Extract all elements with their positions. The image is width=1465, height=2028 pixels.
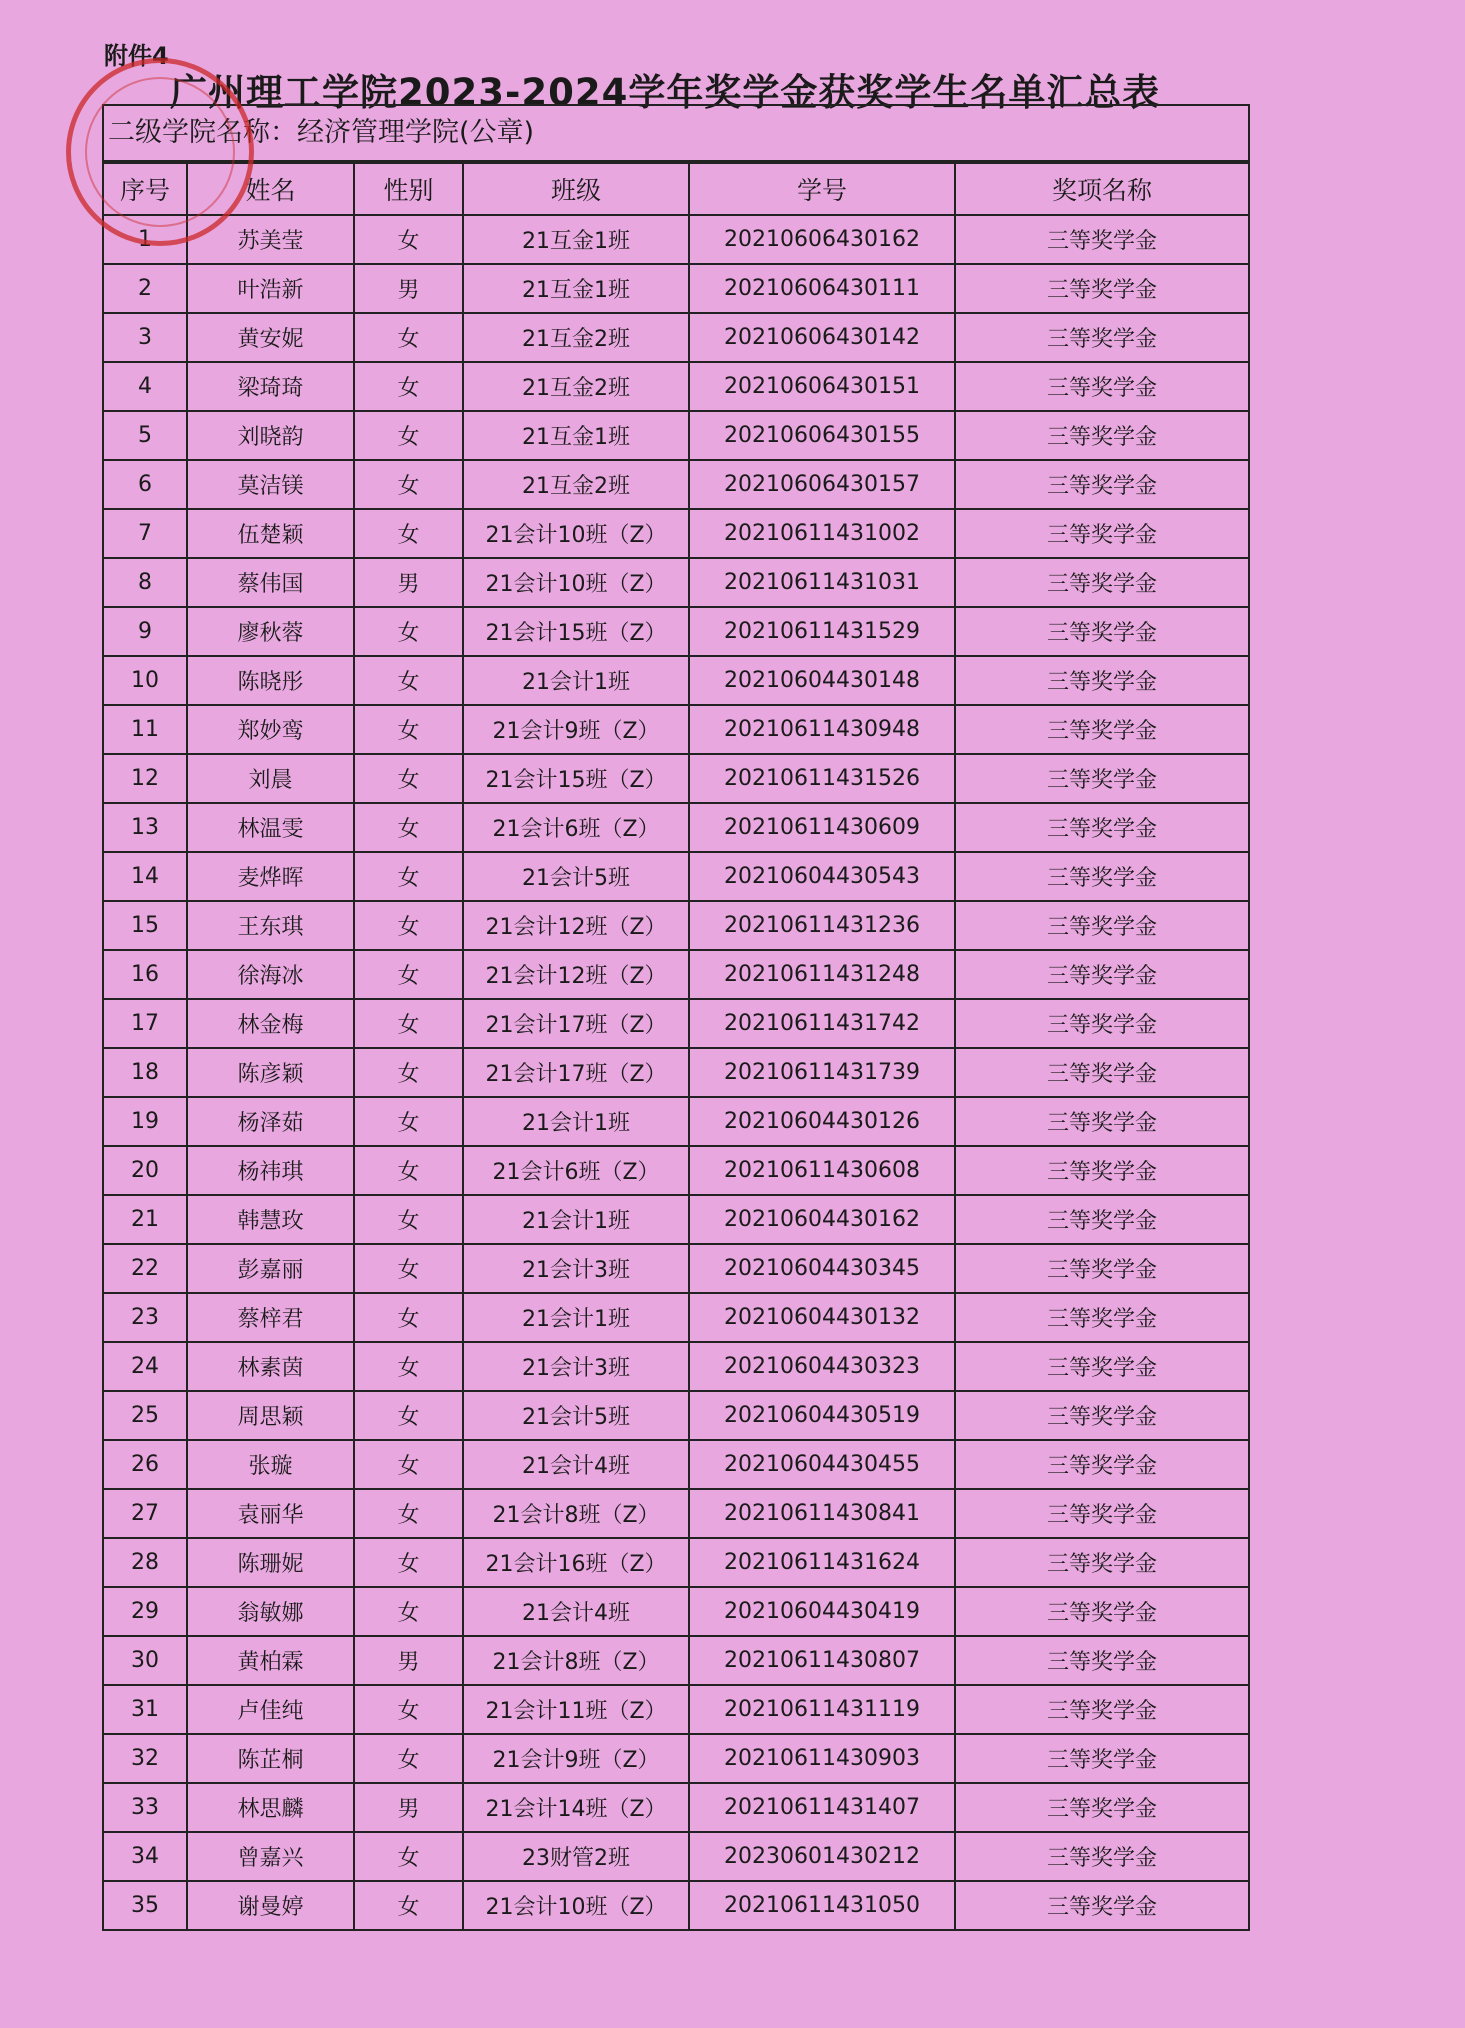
cell-award: 三等奖学金	[955, 1195, 1248, 1244]
cell-name: 陈珊妮	[187, 1538, 354, 1587]
table-row	[104, 1048, 1248, 1097]
cell-index: 24	[104, 1342, 187, 1391]
cell-gender: 女	[354, 1538, 463, 1587]
cell-student-id: 20210604430455	[689, 1440, 955, 1489]
award-table	[104, 162, 1248, 1929]
header-index: 序号	[104, 163, 187, 215]
cell-class: 21会计6班（Z）	[463, 1146, 689, 1195]
cell-index: 26	[104, 1440, 187, 1489]
table-row	[104, 509, 1248, 558]
cell-index: 25	[104, 1391, 187, 1440]
cell-award: 三等奖学金	[955, 1391, 1248, 1440]
cell-award: 三等奖学金	[955, 607, 1248, 656]
table-row	[104, 656, 1248, 705]
cell-name: 伍楚颖	[187, 509, 354, 558]
cell-class: 21会计9班（Z）	[463, 705, 689, 754]
cell-name: 林金梅	[187, 999, 354, 1048]
table-row	[104, 950, 1248, 999]
cell-name: 张璇	[187, 1440, 354, 1489]
cell-name: 刘晨	[187, 754, 354, 803]
cell-gender: 女	[354, 803, 463, 852]
cell-award: 三等奖学金	[955, 1832, 1248, 1881]
table-row	[104, 1489, 1248, 1538]
cell-gender: 女	[354, 1048, 463, 1097]
table-row	[104, 460, 1248, 509]
table-row	[104, 1881, 1248, 1929]
cell-class: 21会计1班	[463, 1293, 689, 1342]
cell-index: 16	[104, 950, 187, 999]
cell-class: 21会计12班（Z）	[463, 901, 689, 950]
cell-award: 三等奖学金	[955, 313, 1248, 362]
cell-class: 21会计12班（Z）	[463, 950, 689, 999]
cell-class: 21会计5班	[463, 852, 689, 901]
cell-student-id: 20210604430126	[689, 1097, 955, 1146]
cell-award: 三等奖学金	[955, 999, 1248, 1048]
table-row	[104, 264, 1248, 313]
cell-award: 三等奖学金	[955, 1636, 1248, 1685]
cell-award: 三等奖学金	[955, 215, 1248, 264]
cell-award: 三等奖学金	[955, 705, 1248, 754]
table-row	[104, 1832, 1248, 1881]
cell-index: 20	[104, 1146, 187, 1195]
cell-name: 蔡梓君	[187, 1293, 354, 1342]
cell-student-id: 20210611431742	[689, 999, 955, 1048]
cell-name: 莫洁镁	[187, 460, 354, 509]
cell-gender: 男	[354, 1783, 463, 1832]
cell-index: 29	[104, 1587, 187, 1636]
cell-gender: 女	[354, 1734, 463, 1783]
cell-index: 5	[104, 411, 187, 460]
table-row	[104, 705, 1248, 754]
cell-index: 2	[104, 264, 187, 313]
cell-student-id: 20210611430609	[689, 803, 955, 852]
cell-gender: 女	[354, 1685, 463, 1734]
table-row	[104, 803, 1248, 852]
cell-name: 周思颖	[187, 1391, 354, 1440]
table-row	[104, 1783, 1248, 1832]
cell-index: 28	[104, 1538, 187, 1587]
cell-name: 叶浩新	[187, 264, 354, 313]
table-row	[104, 362, 1248, 411]
cell-class: 21互金1班	[463, 215, 689, 264]
cell-name: 林素茵	[187, 1342, 354, 1391]
cell-student-id: 20210604430419	[689, 1587, 955, 1636]
table-row	[104, 754, 1248, 803]
cell-award: 三等奖学金	[955, 1538, 1248, 1587]
cell-name: 彭嘉丽	[187, 1244, 354, 1293]
cell-gender: 女	[354, 313, 463, 362]
cell-award: 三等奖学金	[955, 1489, 1248, 1538]
cell-index: 6	[104, 460, 187, 509]
cell-award: 三等奖学金	[955, 1097, 1248, 1146]
cell-student-id: 20210611431002	[689, 509, 955, 558]
header-award: 奖项名称	[955, 163, 1248, 215]
cell-class: 21会计4班	[463, 1587, 689, 1636]
table-row	[104, 901, 1248, 950]
cell-name: 黄柏霖	[187, 1636, 354, 1685]
cell-index: 8	[104, 558, 187, 607]
table-row	[104, 852, 1248, 901]
cell-student-id: 20210611431031	[689, 558, 955, 607]
cell-award: 三等奖学金	[955, 852, 1248, 901]
cell-gender: 男	[354, 1636, 463, 1685]
cell-award: 三等奖学金	[955, 1587, 1248, 1636]
cell-student-id: 20210604430519	[689, 1391, 955, 1440]
cell-award: 三等奖学金	[955, 1244, 1248, 1293]
cell-award: 三等奖学金	[955, 558, 1248, 607]
cell-gender: 女	[354, 509, 463, 558]
cell-name: 王东琪	[187, 901, 354, 950]
cell-gender: 女	[354, 460, 463, 509]
cell-name: 陈晓彤	[187, 656, 354, 705]
cell-student-id: 20210611431248	[689, 950, 955, 999]
cell-name: 谢曼婷	[187, 1881, 354, 1929]
table-row	[104, 607, 1248, 656]
cell-class: 21会计1班	[463, 1195, 689, 1244]
cell-student-id: 20210611431050	[689, 1881, 955, 1929]
cell-student-id: 20210611431119	[689, 1685, 955, 1734]
cell-gender: 女	[354, 999, 463, 1048]
table-row	[104, 1293, 1248, 1342]
cell-class: 21会计16班（Z）	[463, 1538, 689, 1587]
table-row	[104, 1636, 1248, 1685]
cell-class: 21互金1班	[463, 411, 689, 460]
cell-student-id: 20210606430162	[689, 215, 955, 264]
cell-student-id: 20210604430323	[689, 1342, 955, 1391]
cell-gender: 女	[354, 1097, 463, 1146]
cell-index: 10	[104, 656, 187, 705]
cell-student-id: 20210606430155	[689, 411, 955, 460]
cell-award: 三等奖学金	[955, 411, 1248, 460]
cell-gender: 女	[354, 852, 463, 901]
cell-award: 三等奖学金	[955, 754, 1248, 803]
cell-index: 7	[104, 509, 187, 558]
cell-gender: 女	[354, 1832, 463, 1881]
table-row	[104, 1195, 1248, 1244]
table-row	[104, 1587, 1248, 1636]
cell-name: 韩慧玫	[187, 1195, 354, 1244]
cell-gender: 女	[354, 754, 463, 803]
cell-student-id: 20210611431739	[689, 1048, 955, 1097]
cell-index: 35	[104, 1881, 187, 1929]
cell-name: 袁丽华	[187, 1489, 354, 1538]
cell-index: 12	[104, 754, 187, 803]
cell-student-id: 20210611431526	[689, 754, 955, 803]
cell-index: 21	[104, 1195, 187, 1244]
cell-class: 21会计1班	[463, 1097, 689, 1146]
cell-award: 三等奖学金	[955, 1342, 1248, 1391]
cell-class: 23财管2班	[463, 1832, 689, 1881]
cell-student-id: 20210604430132	[689, 1293, 955, 1342]
cell-name: 陈彦颖	[187, 1048, 354, 1097]
cell-index: 11	[104, 705, 187, 754]
cell-index: 19	[104, 1097, 187, 1146]
cell-name: 陈芷桐	[187, 1734, 354, 1783]
cell-award: 三等奖学金	[955, 950, 1248, 999]
cell-student-id: 20210611431529	[689, 607, 955, 656]
cell-student-id: 20210606430111	[689, 264, 955, 313]
cell-award: 三等奖学金	[955, 1783, 1248, 1832]
cell-index: 27	[104, 1489, 187, 1538]
cell-index: 1	[104, 215, 187, 264]
table-row	[104, 1734, 1248, 1783]
cell-class: 21会计6班（Z）	[463, 803, 689, 852]
table-row	[104, 313, 1248, 362]
cell-student-id: 20210611430841	[689, 1489, 955, 1538]
cell-index: 14	[104, 852, 187, 901]
cell-class: 21会计17班（Z）	[463, 1048, 689, 1097]
cell-index: 30	[104, 1636, 187, 1685]
cell-student-id: 20210611431624	[689, 1538, 955, 1587]
header-student-id: 学号	[689, 163, 955, 215]
cell-name: 卢佳纯	[187, 1685, 354, 1734]
table-row	[104, 1244, 1248, 1293]
cell-class: 21会计14班（Z）	[463, 1783, 689, 1832]
cell-index: 31	[104, 1685, 187, 1734]
cell-class: 21会计1班	[463, 656, 689, 705]
cell-award: 三等奖学金	[955, 1048, 1248, 1097]
cell-class: 21会计3班	[463, 1342, 689, 1391]
header-name: 姓名	[187, 163, 354, 215]
cell-class: 21互金1班	[463, 264, 689, 313]
cell-award: 三等奖学金	[955, 1440, 1248, 1489]
cell-student-id: 20210611430608	[689, 1146, 955, 1195]
cell-gender: 女	[354, 1440, 463, 1489]
cell-gender: 女	[354, 1146, 463, 1195]
cell-gender: 女	[354, 411, 463, 460]
cell-award: 三等奖学金	[955, 656, 1248, 705]
cell-index: 4	[104, 362, 187, 411]
cell-student-id: 20210611431236	[689, 901, 955, 950]
cell-index: 15	[104, 901, 187, 950]
table-row	[104, 411, 1248, 460]
cell-class: 21会计8班（Z）	[463, 1489, 689, 1538]
cell-name: 翁敏娜	[187, 1587, 354, 1636]
cell-student-id: 20210611430903	[689, 1734, 955, 1783]
cell-student-id: 20210604430148	[689, 656, 955, 705]
cell-student-id: 20210611431407	[689, 1783, 955, 1832]
cell-class: 21互金2班	[463, 460, 689, 509]
cell-gender: 女	[354, 1881, 463, 1929]
cell-award: 三等奖学金	[955, 264, 1248, 313]
cell-class: 21会计3班	[463, 1244, 689, 1293]
table-row	[104, 215, 1248, 264]
cell-student-id: 20210606430142	[689, 313, 955, 362]
table-row	[104, 558, 1248, 607]
cell-class: 21会计10班（Z）	[463, 558, 689, 607]
cell-gender: 女	[354, 1195, 463, 1244]
cell-student-id: 20210604430162	[689, 1195, 955, 1244]
cell-student-id: 20210606430151	[689, 362, 955, 411]
table-row	[104, 1685, 1248, 1734]
cell-gender: 女	[354, 950, 463, 999]
cell-gender: 女	[354, 1342, 463, 1391]
cell-gender: 女	[354, 1489, 463, 1538]
cell-gender: 女	[354, 1293, 463, 1342]
cell-name: 徐海冰	[187, 950, 354, 999]
cell-index: 18	[104, 1048, 187, 1097]
cell-gender: 女	[354, 362, 463, 411]
cell-student-id: 20210611430807	[689, 1636, 955, 1685]
cell-gender: 女	[354, 901, 463, 950]
cell-name: 廖秋蓉	[187, 607, 354, 656]
cell-name: 黄安妮	[187, 313, 354, 362]
cell-name: 曾嘉兴	[187, 1832, 354, 1881]
cell-name: 蔡伟国	[187, 558, 354, 607]
cell-class: 21互金2班	[463, 362, 689, 411]
document-title: 广州理工学院2023-2024学年奖学金获奖学生名单汇总表	[170, 71, 1161, 114]
cell-award: 三等奖学金	[955, 460, 1248, 509]
table-row	[104, 1391, 1248, 1440]
cell-gender: 女	[354, 1587, 463, 1636]
table-row	[104, 1342, 1248, 1391]
cell-index: 34	[104, 1832, 187, 1881]
table-body	[104, 215, 1248, 1929]
cell-gender: 女	[354, 656, 463, 705]
cell-gender: 男	[354, 264, 463, 313]
header-gender: 性别	[354, 163, 463, 215]
cell-student-id: 20210604430345	[689, 1244, 955, 1293]
cell-class: 21会计10班（Z）	[463, 509, 689, 558]
cell-award: 三等奖学金	[955, 901, 1248, 950]
cell-class: 21互金2班	[463, 313, 689, 362]
cell-name: 林温雯	[187, 803, 354, 852]
cell-name: 杨祎琪	[187, 1146, 354, 1195]
cell-award: 三等奖学金	[955, 803, 1248, 852]
cell-name: 林思麟	[187, 1783, 354, 1832]
cell-index: 23	[104, 1293, 187, 1342]
cell-gender: 女	[354, 705, 463, 754]
cell-index: 17	[104, 999, 187, 1048]
table-header-row	[104, 163, 1248, 215]
table-row	[104, 999, 1248, 1048]
cell-class: 21会计11班（Z）	[463, 1685, 689, 1734]
award-sheet	[102, 104, 1250, 1931]
cell-index: 32	[104, 1734, 187, 1783]
cell-class: 21会计5班	[463, 1391, 689, 1440]
cell-name: 苏美莹	[187, 215, 354, 264]
cell-award: 三等奖学金	[955, 1881, 1248, 1929]
cell-student-id: 20210604430543	[689, 852, 955, 901]
cell-award: 三等奖学金	[955, 1146, 1248, 1195]
cell-index: 3	[104, 313, 187, 362]
cell-name: 郑妙鸾	[187, 705, 354, 754]
cell-class: 21会计15班（Z）	[463, 607, 689, 656]
cell-gender: 女	[354, 215, 463, 264]
cell-award: 三等奖学金	[955, 1293, 1248, 1342]
table-row	[104, 1538, 1248, 1587]
cell-class: 21会计4班	[463, 1440, 689, 1489]
cell-name: 杨泽茹	[187, 1097, 354, 1146]
cell-name: 梁琦琦	[187, 362, 354, 411]
college-line: 二级学院名称：经济管理学院(公章)	[104, 106, 1248, 162]
cell-class: 21会计9班（Z）	[463, 1734, 689, 1783]
cell-index: 33	[104, 1783, 187, 1832]
cell-student-id: 20210606430157	[689, 460, 955, 509]
cell-award: 三等奖学金	[955, 362, 1248, 411]
cell-gender: 女	[354, 1244, 463, 1293]
table-row	[104, 1097, 1248, 1146]
attachment-label: 附件4	[104, 42, 169, 70]
cell-gender: 男	[354, 558, 463, 607]
cell-gender: 女	[354, 1391, 463, 1440]
table-row	[104, 1146, 1248, 1195]
cell-student-id: 20230601430212	[689, 1832, 955, 1881]
cell-class: 21会计17班（Z）	[463, 999, 689, 1048]
cell-class: 21会计8班（Z）	[463, 1636, 689, 1685]
table-row	[104, 1440, 1248, 1489]
cell-name: 麦烨晖	[187, 852, 354, 901]
cell-gender: 女	[354, 607, 463, 656]
cell-award: 三等奖学金	[955, 1734, 1248, 1783]
cell-name: 刘晓韵	[187, 411, 354, 460]
cell-index: 22	[104, 1244, 187, 1293]
cell-class: 21会计15班（Z）	[463, 754, 689, 803]
cell-class: 21会计10班（Z）	[463, 1881, 689, 1929]
header-class: 班级	[463, 163, 689, 215]
cell-student-id: 20210611430948	[689, 705, 955, 754]
cell-award: 三等奖学金	[955, 509, 1248, 558]
cell-award: 三等奖学金	[955, 1685, 1248, 1734]
cell-index: 13	[104, 803, 187, 852]
cell-index: 9	[104, 607, 187, 656]
